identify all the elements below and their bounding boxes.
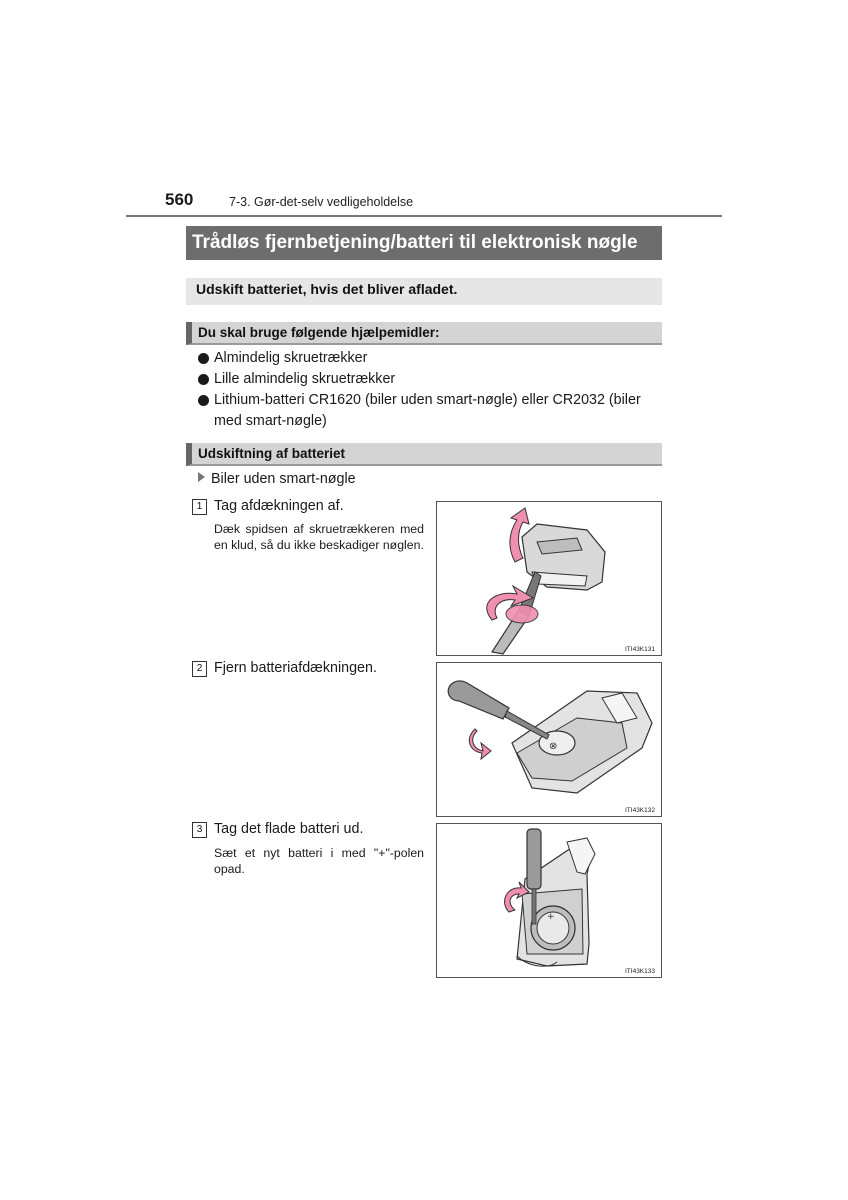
running-header: 7-3. Gør-det-selv vedligeholdelse: [229, 195, 414, 209]
svg-text:+: +: [547, 912, 555, 922]
battery-cover-removal-illustration: [437, 663, 662, 817]
figure-code: ITI43K133: [625, 968, 655, 975]
bullet-icon: [198, 353, 209, 364]
step-title-2: Fjern batteriafdækningen.: [214, 660, 377, 676]
figure-step-2: [436, 662, 662, 817]
step-description-3: Sæt et nyt batteri i med "+"-polen opad.: [214, 846, 424, 876]
figure-step-3: [436, 823, 662, 978]
bullet-icon: [198, 374, 209, 385]
figure-code: ITI43K131: [625, 646, 655, 653]
figure-code: ITI43K132: [625, 807, 655, 814]
triangle-icon: [198, 472, 205, 482]
step-title-3: Tag det flade batteri ud.: [214, 821, 364, 837]
step-number-1: 1: [192, 499, 207, 515]
list-item: Lille almindelig skruetrækker: [198, 369, 668, 390]
list-item: Almindelig skruetrækker: [198, 348, 668, 369]
subheading: Biler uden smart-nøgle: [198, 471, 356, 487]
header-divider: [126, 215, 722, 217]
bullet-icon: [198, 395, 209, 406]
tools-list: [198, 348, 668, 432]
figure-step-1: [436, 501, 662, 656]
tools-heading: Du skal bruge følgende hjælpemidler:: [186, 322, 662, 345]
battery-removal-illustration: [437, 824, 662, 978]
list-item: Lithium-batteri CR1620 (biler uden smart-nøgle) eller CR2032 (biler med smart-nøgle): [198, 390, 668, 432]
step-title-1: Tag afdækningen af.: [214, 498, 344, 514]
page-number: 560: [165, 190, 194, 209]
step-description-1: Dæk spidsen af skruetrækkeren med en klud, så du ikke beskadiger nøglen.: [214, 522, 424, 552]
page-title: Trådløs fjernbetjening/batteri til elektronisk nøgle: [186, 226, 662, 260]
svg-text:⊗: ⊗: [549, 741, 558, 752]
step-number-3: 3: [192, 822, 207, 838]
replacement-heading: Udskiftning af batteriet: [186, 443, 662, 466]
step-number-2: 2: [192, 661, 207, 677]
key-cover-removal-illustration: [437, 502, 662, 656]
intro-note: Udskift batteriet, hvis det bliver afladet.: [186, 278, 662, 305]
